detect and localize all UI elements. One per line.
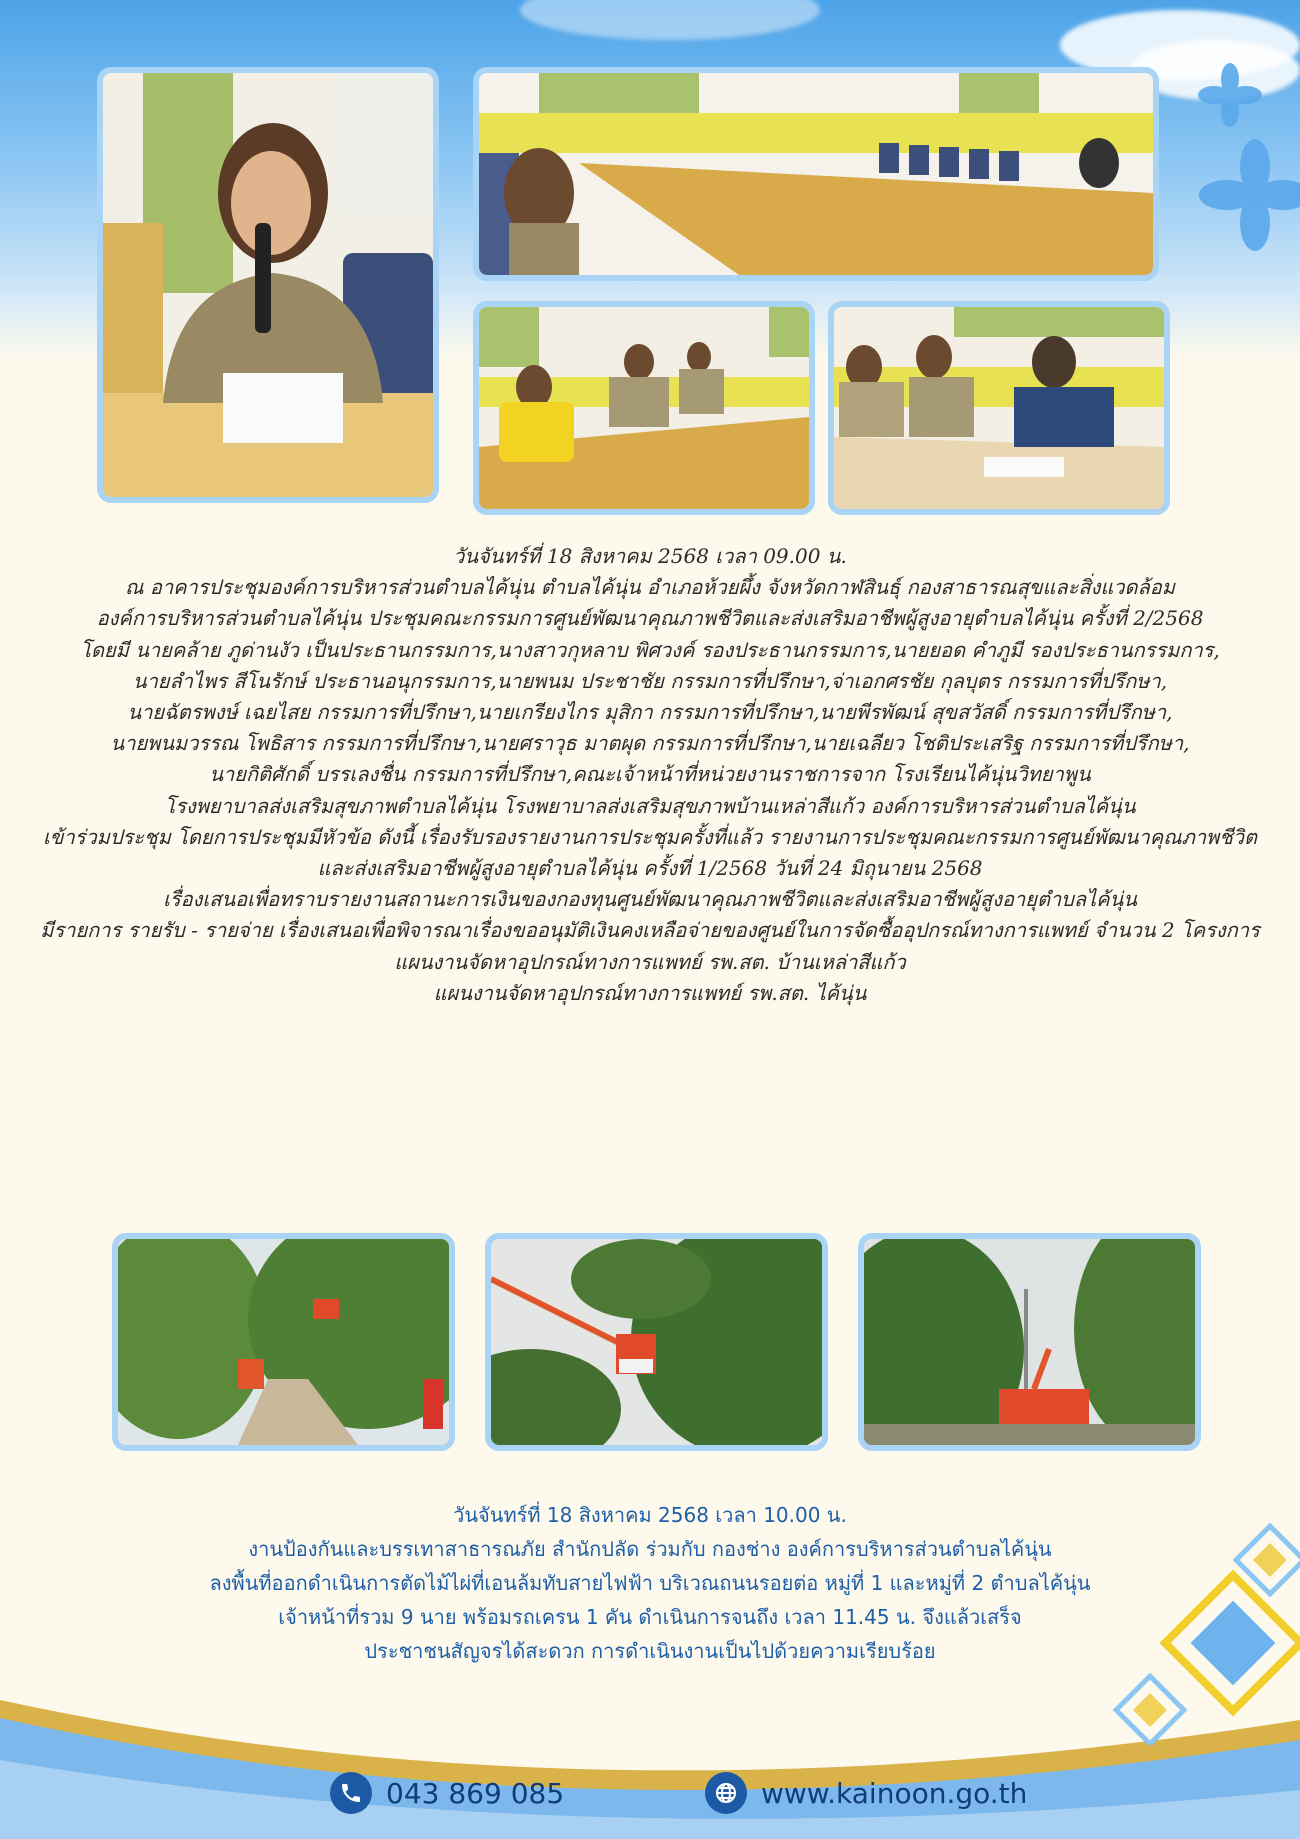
tree-work-line: เจ้าหน้าที่รวม 9 นาย พร้อมรถเครน 1 คัน ดำเนินการจนถึง เวลา 11.45 น. จึงแล้วเสร็จ [278,1605,1022,1629]
contact-phone[interactable] [330,1770,564,1816]
meeting-line: นายพนมวรรณ โพธิสาร กรรมการที่ปรึกษา,นายศราวุธ มาตผุด กรรมการที่ปรึกษา,นายเฉลียว โชติประเสริฐ กรรมการที่ปรึกษา, [110,731,1190,756]
meeting-line: โรงพยาบาลส่งเสริมสุขภาพตำบลไค้นุ่น โรงพยาบาลส่งเสริมสุขภาพบ้านเหล่าสีแก้ว องค์การบริหารส่วนตำบลไค้นุ่น [164,793,1136,818]
meeting-line: แผนงานจัดหาอุปกรณ์ทางการแพทย์ รพ.สต. บ้านเหล่าสีแก้ว [394,949,906,974]
photo-tree-cutting-road [112,1233,455,1451]
meeting-line: มีรายการ รายรับ - รายจ่าย เรื่องเสนอเพื่อพิจารณาเรื่องขออนุมัติเงินคงเหลือจ่ายของศูนย์ในการจัดซื้ออุปกรณ์ทางการแพทย์ จำนวน 2 โครงการ [40,918,1260,943]
tree-work-line: งานป้องกันและบรรเทาสาธารณภัย สำนักปลัด ร่วมกับ กองช่าง องค์การบริหารส่วนตำบลไค้นุ่น [248,1537,1052,1561]
phone-icon [330,1772,372,1814]
website-url: www.kainoon.go.th [761,1776,1028,1810]
meeting-line: เข้าร่วมประชุม โดยการประชุมมีหัวข้อ ดังนี้ เรื่องรับรองรายงานการประชุมครั้งที่แล้ว รายงานการประชุมคณะกรรมการศูนย์พัฒนาคุณภาพชีวิต [42,824,1258,849]
meeting-line: องค์การบริหารส่วนตำบลไค้นุ่น ประชุมคณะกรรมการศูนย์พัฒนาคุณภาพชีวิตและส่งเสริมอาชีพผู้สูงอายุตำบลไค้นุ่น ครั้งที่ 2/2568 [96,606,1204,631]
tree-work-description [100,1498,1200,1668]
meeting-line: แผนงานจัดหาอุปกรณ์ทางการแพทย์ รพ.สต. ไค้นุ่น [433,980,867,1005]
photo-official-speaking [97,67,439,503]
meeting-line: นายฉัตรพงษ์ เฉยไสย กรรมการที่ปรึกษา,นายเกรียงไกร มุสิกา กรรมการที่ปรึกษา,นายพีรพัฒน์ สุขสวัสดิ์ กรรมการที่ปรึกษา, [127,700,1173,725]
photo-meeting-room-wide [473,67,1159,281]
meeting-line: วันจันทร์ที่ 18 สิงหาคม 2568 เวลา 09.00 น. [453,544,847,568]
meeting-line: และส่งเสริมอาชีพผู้สูงอายุตำบลไค้นุ่น ครั้งที่ 1/2568 วันที่ 24 มิถุนายน 2568 [317,856,983,881]
tree-work-line: วันจันทร์ที่ 18 สิงหาคม 2568 เวลา 10.00 น. [453,1503,847,1527]
meeting-line: นายลำไพร สีโนรักษ์ ประธานอนุกรรมการ,นายพนม ประชาชัย กรรมการที่ปรึกษา,จ่าเอกศรชัย กุลบุตร กรรมการที่ปรึกษา, [132,668,1168,693]
photo-crane-truck [858,1233,1201,1451]
meeting-description [30,541,1270,1009]
globe-icon [705,1772,747,1814]
photo-crane-bucket [485,1233,828,1451]
phone-number: 043 869 085 [386,1776,565,1810]
photo-meeting-group-left [473,301,815,515]
contact-website[interactable] [705,1770,1027,1816]
photo-meeting-group-right [828,301,1170,515]
meeting-line: เรื่องเสนอเพื่อทราบรายงานสถานะการเงินของกองทุนศูนย์พัฒนาคุณภาพชีวิตและส่งเสริมอาชีพผู้สูงอายุตำบลไค้นุ่น [163,887,1137,912]
meeting-line: โดยมี นายคล้าย ภูด่านงัว เป็นประธานกรรมการ,นางสาวกุหลาบ พิศวงค์ รองประธานกรรมการ,นายยอด คำภูมี รองประธานกรรมการ, [80,637,1220,662]
flower-ornament-top-right [1195,60,1300,260]
tree-work-line: ประชาชนสัญจรได้สะดวก การดำเนินงานเป็นไปด้วยความเรียบร้อย [364,1639,936,1663]
meeting-line: ณ อาคารประชุมองค์การบริหารส่วนตำบลไค้นุ่น ตำบลไค้นุ่น อำเภอห้วยผึ้ง จังหวัดกาฬสินธุ์ กองสาธารณสุขและสิ่งแวดล้อม [125,575,1175,600]
meeting-line: นายกิติศักดิ์ บรรเลงชื่น กรรมการที่ปรึกษา,คณะเจ้าหน้าที่หน่วยงานราชการจาก โรงเรียนไค้นุ่นวิทยาพูน [209,762,1091,787]
tree-work-line: ลงพื้นที่ออกดำเนินการตัดไม้ไผ่ที่เอนล้มทับสายไฟฟ้า บริเวณถนนรอยต่อ หมู่ที่ 1 และหมู่ที่ 2 ตำบลไค้นุ่น [209,1571,1091,1595]
